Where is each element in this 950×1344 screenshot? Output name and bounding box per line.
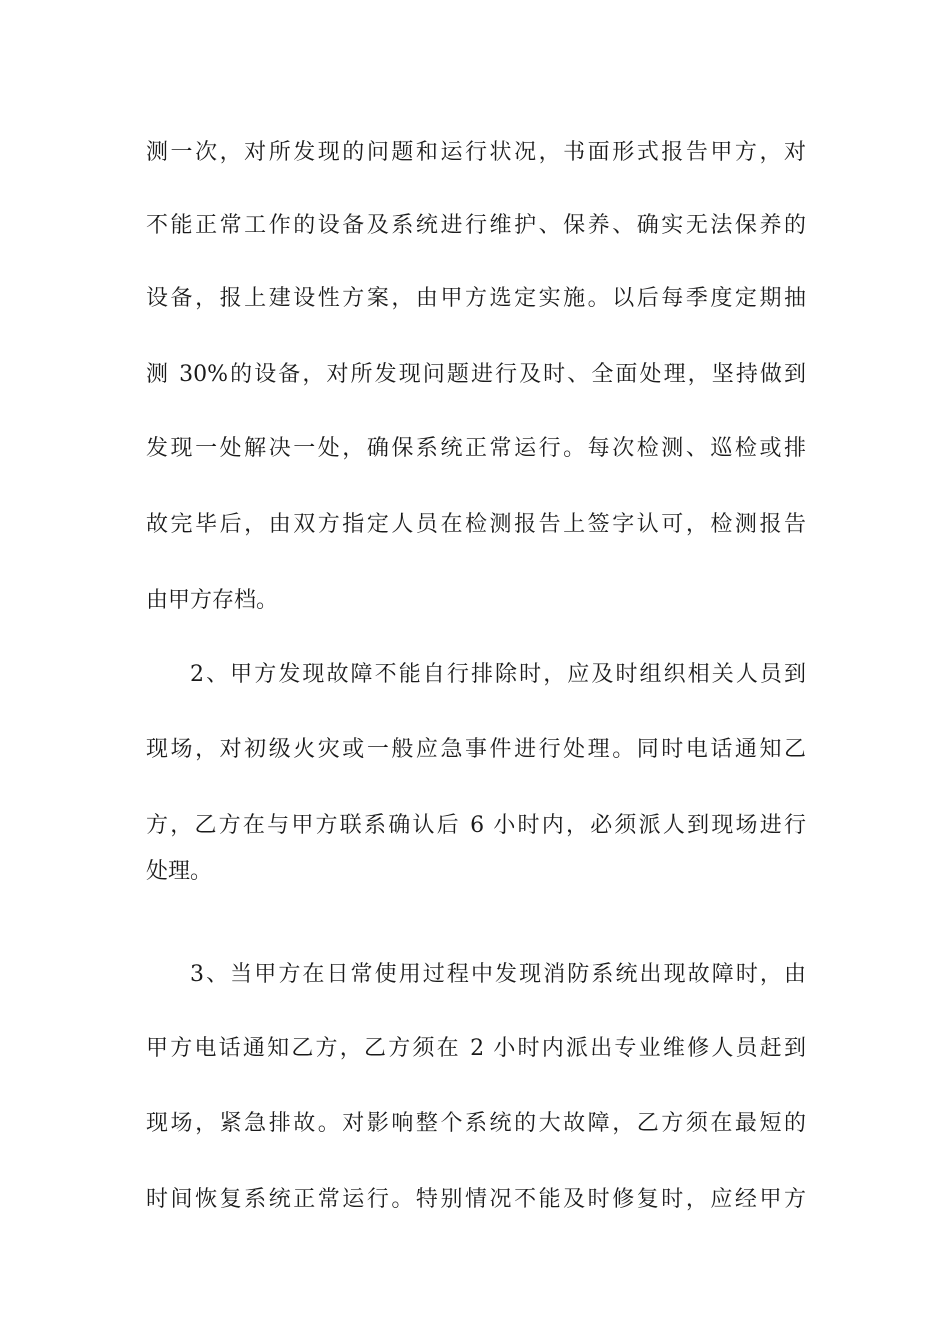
paragraph-2-line-4: 处理。 xyxy=(146,859,213,884)
paragraph-3-line-4: 时间恢复系统正常运行。特别情况不能及时修复时，应经甲方 xyxy=(146,1187,806,1212)
text-line-3: 设备，报上建设性方案，由甲方选定实施。以后每季度定期抽 xyxy=(146,286,806,311)
text-line-6: 故完毕后，由双方指定人员在检测报告上签字认可，检测报告 xyxy=(146,512,806,537)
paragraph-3-line-3: 现场，紧急排故。对影响整个系统的大故障，乙方须在最短的 xyxy=(146,1111,806,1136)
text-line-1: 测一次，对所发现的问题和运行状况，书面形式报告甲方，对 xyxy=(146,140,806,165)
text-line-5: 发现一处解决一处，确保系统正常运行。每次检测、巡检或排 xyxy=(146,436,806,461)
text-line-4: 测 30%的设备，对所发现问题进行及时、全面处理，坚持做到 xyxy=(146,362,806,387)
paragraph-3-line-2: 甲方电话通知乙方，乙方须在 2 小时内派出专业维修人员赶到 xyxy=(146,1036,806,1061)
paragraph-2-line-3: 方，乙方在与甲方联系确认后 6 小时内，必须派人到现场进行 xyxy=(146,813,806,838)
text-line-2: 不能正常工作的设备及系统进行维护、保养、确实无法保养的 xyxy=(146,213,806,238)
paragraph-2-line-1: 2、甲方发现故障不能自行排除时，应及时组织相关人员到 xyxy=(190,662,806,687)
text-line-7: 由甲方存档。 xyxy=(146,588,279,613)
paragraph-3-line-1: 3、当甲方在日常使用过程中发现消防系统出现故障时，由 xyxy=(190,962,806,987)
paragraph-2-line-2: 现场，对初级火灾或一般应急事件进行处理。同时电话通知乙 xyxy=(146,737,806,762)
